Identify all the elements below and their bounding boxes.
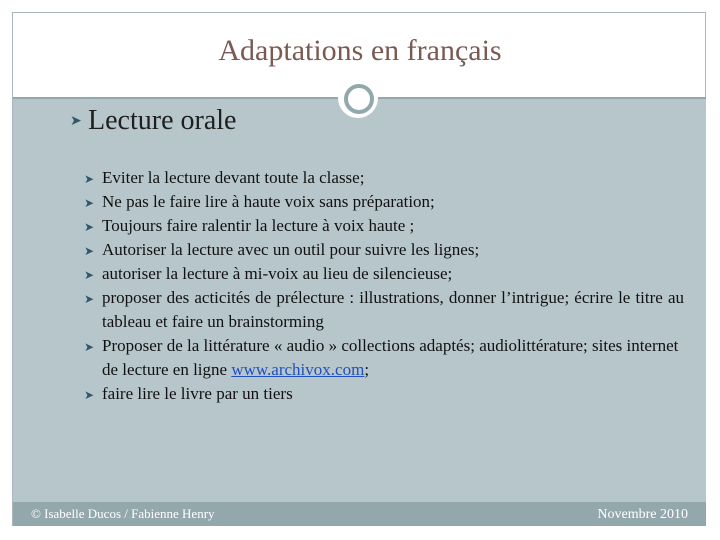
- chevron-bullet-icon: ➤: [84, 388, 95, 402]
- footer-date: Novembre 2010: [597, 507, 688, 522]
- section-heading-text: Lecture orale: [88, 105, 237, 136]
- list-item: [84, 190, 684, 214]
- chevron-bullet-icon: ➤: [84, 220, 95, 234]
- list-item-text: faire lire le livre par un tiers: [102, 384, 293, 403]
- list-item-text: Toujours faire ralentir la lecture à voix haute ;: [102, 216, 415, 235]
- list-item: [84, 262, 684, 286]
- footer-bar: [13, 502, 706, 526]
- chevron-bullet-icon: ➤: [70, 114, 82, 129]
- list-item: [84, 214, 684, 238]
- slide-title: Adaptations en français: [218, 34, 502, 67]
- list-item-text: Autoriser la lecture avec un outil pour suivre les lignes;: [102, 240, 480, 259]
- list-item-suffix: ;: [364, 360, 370, 379]
- circle-ring-icon: [344, 84, 374, 114]
- footer-authors: © Isabelle Ducos / Fabienne Henry: [31, 506, 215, 521]
- list-item: [84, 238, 684, 262]
- list-item-text: autoriser la lecture à mi-voix au lieu de silencieuse;: [102, 264, 453, 283]
- list-item: [84, 334, 684, 382]
- chevron-bullet-icon: ➤: [84, 244, 95, 258]
- list-item: [84, 382, 684, 406]
- chevron-bullet-icon: ➤: [84, 340, 95, 354]
- bullet-list: [84, 166, 684, 406]
- list-item: [84, 166, 684, 190]
- archivox-link[interactable]: www.archivox.com: [231, 360, 365, 379]
- list-item-text: Ne pas le faire lire à haute voix sans préparation;: [102, 192, 435, 211]
- list-item-text: proposer des acticités de prélecture : illustrations, donner l’intrigue; écrire le titre au tableau et faire un brainstorming: [102, 288, 684, 331]
- list-item-text: Eviter la lecture devant toute la classe;: [102, 168, 365, 187]
- section-heading: [70, 105, 237, 137]
- chevron-bullet-icon: ➤: [84, 196, 95, 210]
- chevron-bullet-icon: ➤: [84, 292, 95, 306]
- list-item-text: Proposer de la littérature « audio » collections adaptés; audiolittérature; sites internet de lecture en ligne: [102, 336, 679, 379]
- chevron-bullet-icon: ➤: [84, 268, 95, 282]
- chevron-bullet-icon: ➤: [84, 172, 95, 186]
- list-item: [84, 286, 684, 334]
